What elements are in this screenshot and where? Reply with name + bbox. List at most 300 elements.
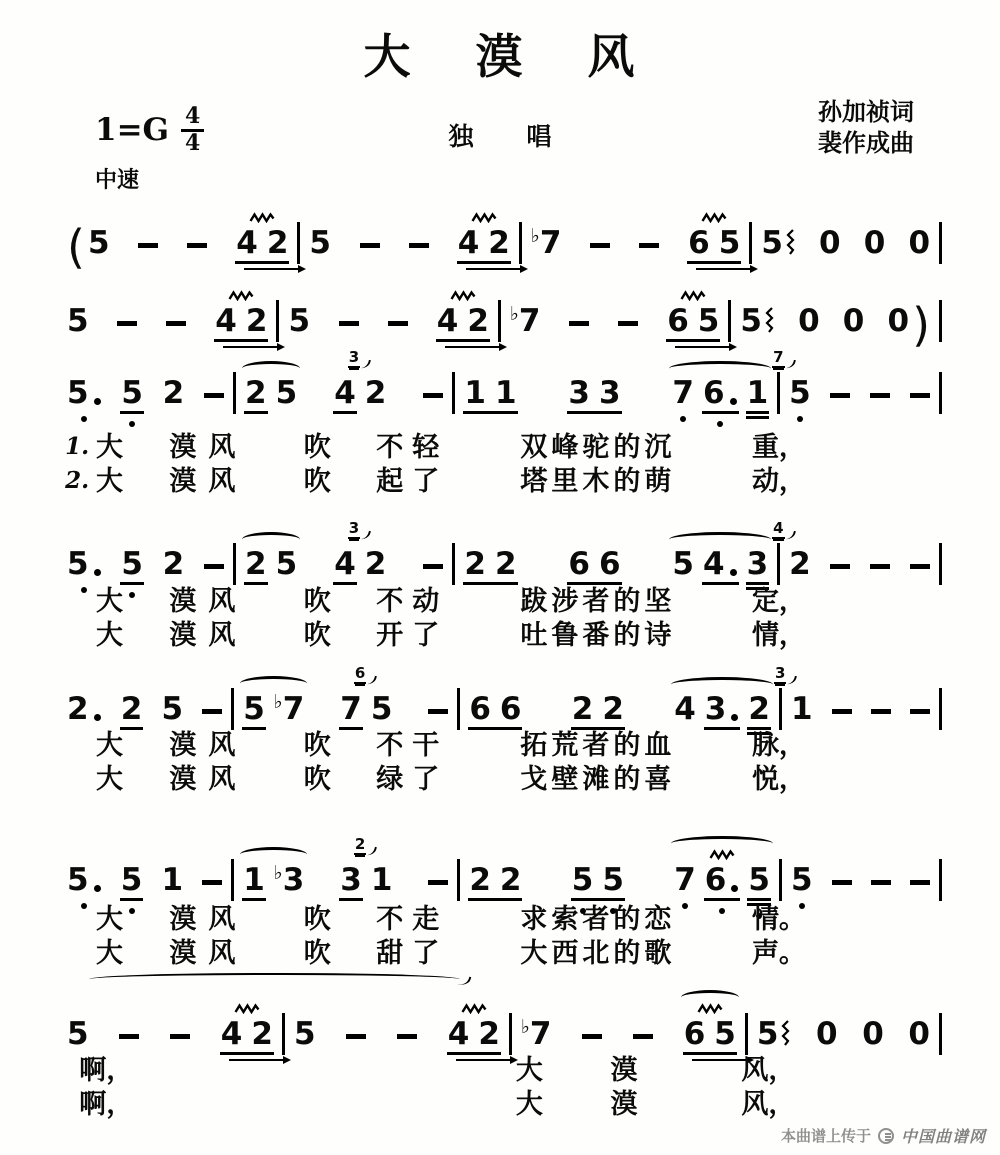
- note: [633, 1034, 653, 1050]
- lyric-word: 大: [96, 432, 123, 462]
- note-group: [830, 393, 850, 409]
- lyric-word: 大: [96, 904, 123, 934]
- beam-line: [235, 261, 289, 264]
- duration-dash: [204, 564, 224, 569]
- note-group: [397, 1034, 417, 1050]
- note-digit: 1: [494, 375, 517, 411]
- note-group: [220, 1016, 273, 1052]
- lyric-word: 大: [96, 586, 123, 616]
- note-digit: 5: [697, 303, 720, 339]
- lyric-word: 动，: [751, 466, 806, 496]
- duration-dash: [910, 564, 930, 569]
- note: [397, 1034, 417, 1050]
- note-digit: 4: [334, 375, 356, 411]
- measure: [58, 691, 231, 727]
- measure: [236, 519, 452, 582]
- lyric-word: 不动: [376, 586, 449, 616]
- tremolo-icon: [461, 1003, 486, 1014]
- note: [887, 297, 931, 352]
- note-group: [910, 564, 930, 580]
- note-group: [170, 1034, 190, 1050]
- note-group: [166, 321, 186, 337]
- duration-dash: [639, 243, 659, 248]
- measure: [236, 348, 452, 411]
- duration-dash: [590, 243, 610, 248]
- note: [354, 664, 393, 727]
- lyric-word: 大: [96, 730, 123, 760]
- augmentation-dot: [731, 885, 738, 892]
- tremolo-icon: [450, 290, 475, 301]
- note: [582, 1034, 602, 1050]
- lyric-word: 定，: [751, 586, 806, 616]
- note-digit: 0: [908, 225, 931, 261]
- lyric-word: 情。: [751, 904, 806, 934]
- note-digit: 4: [447, 1016, 470, 1052]
- measure: [279, 303, 497, 339]
- note-digit: 2: [364, 546, 387, 582]
- underline: [333, 411, 357, 414]
- note-digit: 0: [887, 303, 910, 339]
- note: [683, 1016, 706, 1052]
- note-group: [202, 880, 222, 896]
- note-digit: 5: [67, 303, 89, 339]
- note-digit: 4: [215, 303, 237, 339]
- note-digit: 7: [282, 691, 305, 727]
- note: [618, 321, 638, 337]
- note: [908, 1016, 930, 1052]
- duration-dash: [871, 709, 891, 714]
- note: [243, 691, 265, 727]
- note: [571, 691, 594, 727]
- note: [832, 709, 852, 725]
- lyrics-line: [58, 584, 942, 618]
- note: [773, 348, 811, 411]
- lyric-word: 脉，: [751, 730, 806, 760]
- duration-dash: [618, 321, 638, 326]
- barline: [939, 300, 942, 342]
- note-group: [590, 243, 610, 259]
- note-digit: 1: [161, 862, 184, 898]
- duration-dash: [202, 709, 222, 714]
- note-group: [639, 243, 659, 259]
- beam-line: [567, 411, 621, 414]
- duration-dash: [397, 1034, 417, 1039]
- barline: [939, 688, 942, 730]
- note: [756, 1016, 792, 1052]
- lyric-word: 不干: [376, 730, 449, 760]
- duration-dash: [204, 393, 224, 398]
- duration-dash: [202, 880, 222, 885]
- note: [499, 691, 522, 727]
- note: [346, 1034, 366, 1050]
- notation-line: [0, 514, 1000, 580]
- note: [187, 243, 207, 259]
- note-group: [339, 321, 359, 337]
- note-digit: 4: [334, 546, 356, 582]
- note-digit: 0: [862, 1016, 884, 1052]
- note-group: [67, 219, 110, 274]
- note-group: [388, 321, 408, 337]
- grace-note: 3: [348, 348, 360, 366]
- lyric-word: 大: [96, 764, 123, 794]
- lyric-word: 漠风: [169, 938, 248, 968]
- note-digit: 4: [436, 303, 459, 339]
- tremolo-icon: [471, 212, 496, 223]
- tempo-marking: 中速: [95, 167, 140, 192]
- lyric-word: 漠风: [169, 586, 248, 616]
- note: [293, 1016, 316, 1052]
- duration-dash: [346, 1034, 366, 1039]
- grace-note: 3: [774, 664, 786, 682]
- note-digit: 4: [220, 1016, 243, 1052]
- note: [428, 709, 448, 725]
- note: [639, 243, 659, 259]
- lyric-word: 大西北的歌: [520, 938, 676, 968]
- underline: [339, 898, 363, 901]
- barline: [939, 1013, 942, 1055]
- measure: [731, 297, 939, 352]
- note: [243, 862, 265, 898]
- note-digit: 2: [467, 303, 489, 339]
- measure: [455, 546, 777, 582]
- note-digit: 2: [364, 375, 387, 411]
- note: [830, 564, 850, 580]
- note-group: [510, 305, 541, 337]
- note-group: [740, 303, 775, 339]
- note-digit: 0: [908, 1016, 930, 1052]
- note-digit: 2: [245, 546, 267, 582]
- site-logo-icon: [878, 1128, 894, 1144]
- tremolo-icon: [250, 212, 275, 223]
- tremolo-icon: [681, 290, 706, 301]
- note: [360, 243, 380, 259]
- note: [704, 691, 740, 727]
- lyric-word: 吹: [303, 466, 331, 496]
- note: [830, 393, 850, 409]
- notation-line: [0, 271, 1000, 352]
- note-digit: 7: [674, 862, 696, 898]
- note-digit: 7: [518, 303, 541, 339]
- note-group: [871, 709, 891, 725]
- note-group: [204, 393, 224, 409]
- note-group: [798, 303, 820, 339]
- note: [499, 862, 522, 898]
- lyric-word: 漠风: [169, 904, 248, 934]
- note-group: [117, 321, 137, 337]
- note-digit: 5: [748, 862, 770, 898]
- note: [161, 862, 184, 898]
- note-group: [138, 243, 158, 259]
- lyrics-line: [58, 936, 942, 970]
- note-group: [908, 225, 931, 261]
- duration-dash: [910, 709, 930, 714]
- note: [202, 709, 222, 725]
- underline: [120, 898, 144, 901]
- note-group: [67, 375, 102, 411]
- underline: [704, 898, 741, 901]
- lyricist-credit: 孙加祯词: [818, 99, 914, 126]
- note: [340, 862, 362, 898]
- note-group: [243, 693, 304, 725]
- note: [773, 519, 811, 582]
- note-group: [582, 1034, 602, 1050]
- lyric-word: 双峰驼的沉: [520, 432, 676, 462]
- note: [467, 303, 489, 339]
- note: [774, 664, 813, 727]
- notation-line: [0, 659, 1000, 725]
- augmentation-dot: [730, 569, 737, 576]
- note-digit: 6: [598, 546, 621, 582]
- note: [746, 375, 769, 411]
- note-digit: 5: [275, 546, 298, 582]
- note: [117, 321, 137, 337]
- note-group: [569, 321, 589, 337]
- note-digit: 2: [162, 546, 185, 582]
- lyric-word: 跋涉者的坚: [520, 586, 676, 616]
- note-group: [618, 321, 638, 337]
- glissando-line: [696, 268, 756, 271]
- note: [339, 321, 359, 337]
- duration-dash: [423, 564, 443, 569]
- credits: [818, 97, 914, 159]
- song-title: 大 漠 风: [363, 30, 637, 83]
- note-digit: 7: [529, 1016, 552, 1052]
- note: [166, 321, 186, 337]
- note-digit: 2: [602, 691, 624, 727]
- note: [521, 1018, 552, 1050]
- note: [688, 225, 710, 261]
- note-group: [571, 691, 624, 727]
- note: [236, 225, 258, 261]
- note: [436, 303, 459, 339]
- lyric-word: 吹: [303, 730, 331, 760]
- note-digit: 2: [499, 862, 522, 898]
- lyrics-line: [58, 1087, 942, 1121]
- note-group: [469, 862, 522, 898]
- note: [274, 864, 305, 896]
- lyrics-line: [58, 728, 942, 762]
- note: [447, 1016, 470, 1052]
- note: [464, 375, 486, 411]
- note: [388, 321, 408, 337]
- note: [703, 375, 738, 411]
- watermark-text: 本曲谱上传于: [780, 1128, 871, 1145]
- score-header: [0, 99, 1000, 163]
- note-digit: 4: [703, 546, 725, 582]
- notation-line: [0, 193, 1000, 274]
- lyric-word: 吹: [303, 586, 331, 616]
- lyrics-line: [58, 1053, 942, 1087]
- note: [568, 546, 590, 582]
- note-group: [340, 835, 393, 898]
- grace-note: 3: [348, 519, 360, 537]
- measure: [773, 519, 939, 582]
- note-digit: 5: [121, 546, 143, 582]
- note-group: [457, 225, 510, 261]
- measure: [58, 303, 276, 339]
- note-digit: 5: [370, 691, 393, 727]
- measure: [773, 348, 939, 411]
- duration-dash: [117, 321, 137, 326]
- lyric-word: 吹: [303, 904, 331, 934]
- lyrics-line: [58, 762, 942, 796]
- note-group: [67, 303, 89, 339]
- note-digit: 4: [236, 225, 258, 261]
- note: [569, 321, 589, 337]
- note: [870, 564, 890, 580]
- note-group: [863, 225, 886, 261]
- note-digit: 0: [842, 303, 865, 339]
- note: [704, 862, 740, 898]
- note-group: [204, 564, 224, 580]
- note-digit: 7: [672, 375, 694, 411]
- note: [348, 519, 387, 582]
- note-group: [790, 862, 813, 898]
- note: [910, 880, 930, 896]
- duration-dash: [830, 564, 850, 569]
- lyric-word: 拓荒者的血: [520, 730, 676, 760]
- lyric-word: 漠: [610, 1055, 638, 1085]
- augmentation-dot: [94, 885, 101, 892]
- note-group: [423, 564, 443, 580]
- note: [870, 393, 890, 409]
- note-group: [428, 880, 448, 896]
- note: [798, 303, 820, 339]
- note-group: [774, 664, 813, 727]
- note: [598, 375, 621, 411]
- note-group: [870, 393, 890, 409]
- lyric-word: 甜了: [376, 938, 449, 968]
- glissando-line: [466, 268, 526, 271]
- lyric-word: 起了: [376, 466, 449, 496]
- composer-credit: 裴作成曲: [818, 130, 914, 158]
- note: [423, 564, 443, 580]
- underline: [242, 898, 266, 901]
- lyric-word: 不走: [376, 904, 449, 934]
- underline: [244, 411, 268, 414]
- note-digit: 2: [478, 1016, 500, 1052]
- duration-dash: [339, 321, 359, 326]
- note-group: [447, 1016, 500, 1052]
- note: [488, 225, 510, 261]
- note-digit: 5: [243, 691, 265, 727]
- note: [832, 880, 852, 896]
- note-digit: 5: [120, 862, 143, 898]
- note-digit: 5: [718, 225, 741, 261]
- duration-dash: [582, 1034, 602, 1039]
- lyric-word: 漠: [610, 1089, 638, 1119]
- note-group: [121, 375, 143, 411]
- note: [819, 225, 841, 261]
- note-digit: 5: [740, 303, 762, 339]
- note-digit: 2: [789, 546, 811, 582]
- note: [590, 243, 610, 259]
- note: [761, 225, 796, 261]
- measure: [300, 225, 518, 261]
- lyric-word: 大: [515, 1089, 543, 1119]
- note-group: [674, 862, 770, 898]
- note-digit: 0: [816, 1016, 838, 1052]
- note-digit: 3: [598, 375, 621, 411]
- note: [120, 691, 143, 727]
- note: [478, 1016, 500, 1052]
- measure: [234, 664, 457, 727]
- note-group: [436, 303, 489, 339]
- note: [910, 564, 930, 580]
- note: [494, 375, 517, 411]
- note-group: [672, 546, 769, 582]
- gliss-squiggle-icon: [764, 307, 775, 333]
- note: [119, 1034, 139, 1050]
- note-digit: 5: [761, 225, 783, 261]
- note-digit: 7: [539, 225, 562, 261]
- note-digit: 2: [266, 225, 289, 261]
- note-group: [672, 375, 769, 411]
- close-paren: ): [912, 297, 931, 352]
- grace-note: 6: [354, 664, 366, 682]
- note: [748, 691, 770, 727]
- barline: [939, 859, 942, 901]
- note-digit: 5: [67, 862, 89, 898]
- note-group: [887, 297, 931, 352]
- note-digit: 6: [469, 691, 491, 727]
- note-group: [215, 303, 268, 339]
- note: [204, 393, 224, 409]
- note: [245, 546, 267, 582]
- note-digit: 5: [67, 546, 89, 582]
- note: [67, 862, 102, 898]
- note-digit: 5: [602, 862, 624, 898]
- note-digit: 3: [568, 375, 590, 411]
- note-group: [816, 1016, 838, 1052]
- note-group: [409, 243, 429, 259]
- note: [531, 227, 562, 259]
- note-digit: 0: [819, 225, 841, 261]
- note-group: [910, 393, 930, 409]
- note-digit: 5: [714, 1016, 736, 1052]
- note-digit: 0: [863, 225, 886, 261]
- note: [457, 225, 480, 261]
- duration-dash: [832, 709, 852, 714]
- note-group: [162, 375, 185, 411]
- octave-dot: [717, 421, 723, 427]
- underline: [120, 411, 144, 414]
- note: [288, 303, 311, 339]
- flat-sign: ♭: [273, 691, 283, 713]
- note: [740, 303, 775, 339]
- note-group: [334, 519, 387, 582]
- note-digit: 1: [746, 375, 769, 411]
- note-group: [862, 1016, 884, 1052]
- note: [871, 880, 891, 896]
- note-digit: 2: [469, 862, 491, 898]
- note-group: [119, 1034, 139, 1050]
- note: [714, 1016, 736, 1052]
- note-group: [243, 864, 304, 896]
- note-digit: 5: [789, 375, 811, 411]
- note: [245, 303, 268, 339]
- note: [121, 546, 143, 582]
- note: [251, 1016, 273, 1052]
- note: [790, 862, 813, 898]
- note: [908, 225, 931, 261]
- note: [120, 862, 143, 898]
- duration-dash: [910, 880, 930, 885]
- note: [598, 546, 621, 582]
- note-group: [67, 546, 102, 582]
- lyric-word: 大: [96, 466, 123, 496]
- lyric-word: 吹: [303, 620, 331, 650]
